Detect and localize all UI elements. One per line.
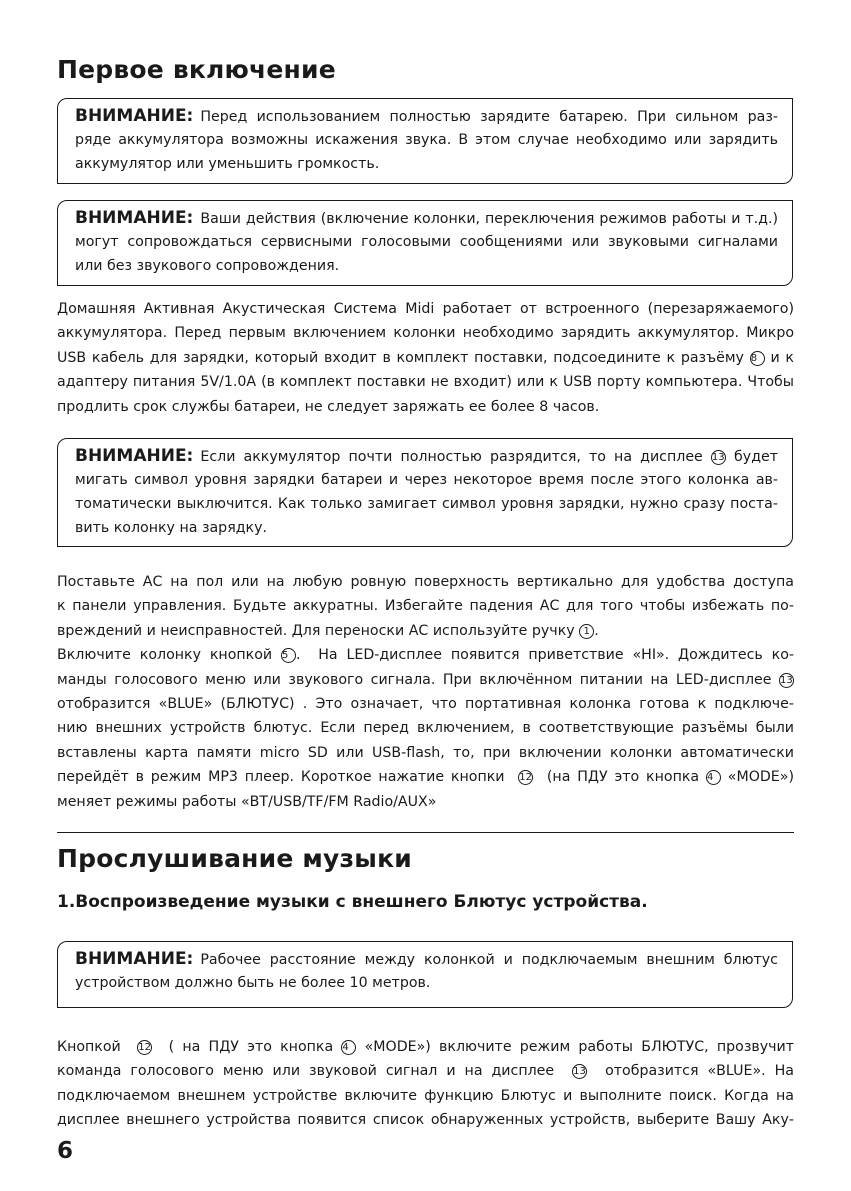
page-number: 6 [57,1138,74,1164]
display-number-icon: 13 [780,674,793,686]
notice-box-low-battery [57,438,793,547]
notice-line: вить колонку на зарядку. [75,520,268,536]
mode-button-number-icon: 12 [138,1042,151,1053]
notice-label: ВНИМАНИЕ: [75,446,194,466]
paragraph-battery-info: Домашняя Активная Акустическая Система Midi работает от встроенного (перезаряжаемого) аккумулятора. Перед первым включением колонки необходимо зарядить аккумулятор. Микро USB кабель для зарядки, который входит в комплект поставки, подсоедините к разъёму 8 и к адаптеру питания 5V/1.0A (в комплект поставки не входит) или к USB порту компьютера. Чтобы продлить срок службы батареи, не следует заряжать ее более 8 часов. [57,301,794,415]
remote-mode-number-icon: 4 [341,1040,356,1055]
display-number-icon: 13 [711,452,725,463]
power-button-number-icon: 5 [281,648,296,663]
notice-line: ВНИМАНИЕ: Ваши действия (включение колонки, переключения режимов работы и т.д.) [75,208,778,228]
notice-label: ВНИМАНИЕ: [75,208,194,228]
notice-line: томатически выключится. Как только замигает символ уровня зарядки, нужно сразу поста- [75,496,778,512]
notice-line: устройством должно быть не более 10 метров. [75,975,431,991]
notice-line: мигать символ уровня зарядки батареи и через некоторое время после этого колонка ав- [75,472,778,488]
section-subtitle: 1.Воспроизведение музыки с внешнего Блютус устройства. [57,892,648,912]
notice-line: аккумулятор или уменьшить громкость. [75,156,380,172]
section-title: Прослушивание музыки [57,844,412,873]
notice-label: ВНИМАНИЕ: [75,106,194,126]
mode-button-number-icon: 12 [519,772,532,784]
display-number-icon: 13 [573,1066,586,1078]
paragraph-bluetooth: Кнопкой 12 ( на ПДУ это кнопка 4 «MODE») включите режим работы БЛЮТУС, прозвучит команда голосового меню или звуковой сигнал и на дисплее 13 отобразится «BLUE». На подключаемом внешнем устройстве включите функцию Блютус и выполните поиск. Когда на дисплее внешнего устройства появится список обнаруженных устройств, выберите Вашу Аку- [57,1039,794,1129]
handle-number-icon: 1 [579,624,594,639]
paragraph-power-on: Поставьте АС на пол или на любую ровную поверхность вертикально для удобства доступа к панели управления. Будьте аккуратны. Избегайте падения АС для того чтобы избежать по- вреждений и неисправностей. Для переноски АС используйте ручку 1 . Включите колонку кнопкой 5 . На LED-дисплее появится приветствие «HI». Дождитесь ко- манды голосового меню или звукового сигнала. При включённом питании на LED-дисплее 13 отобразится «BLUE» (БЛЮТУС) . Это означает, что портативная колонка готова к подключе- нию внешних устройств блютус. Если перед включением, в соответствующие разъёмы были вставлены карта памяти micro SD или USB-flash, то, при включении колонки автоматически перейдёт в режим MP3 плеер. Короткое нажатие кнопки 12 (на ПДУ это кнопка 4 «MODE») меняет режимы работы «BT/USB/TF/FM Radio/AUX» [57,574,794,810]
remote-mode-number-icon: 4 [706,770,721,785]
notice-line: ВНИМАНИЕ: Рабочее расстояние между колонкой и подключаемым внешним блютус [75,949,778,969]
notice-line: или без звукового сопровождения. [75,258,340,274]
notice-line: ВНИМАНИЕ: Перед использованием полностью зарядите батарею. При сильном раз- [75,106,778,126]
notice-box-voice [57,200,793,286]
notice-line: могут сопровождаться сервисными голосовыми сообщениями или звуковыми сигналами [75,234,778,250]
notice-box-battery [57,98,793,184]
notice-label: ВНИМАНИЕ: [75,949,194,969]
connector-number-icon: 8 [750,351,765,366]
notice-line: ВНИМАНИЕ: Если аккумулятор почти полностью разрядится, то на дисплее 13 будет [75,446,778,466]
page-title: Первое включение [57,55,336,84]
notice-box-distance [57,941,793,1008]
notice-line: ряде аккумулятора возможны искажения звука. В этом случае необходимо или зарядить [75,132,778,148]
section-divider [57,832,794,833]
